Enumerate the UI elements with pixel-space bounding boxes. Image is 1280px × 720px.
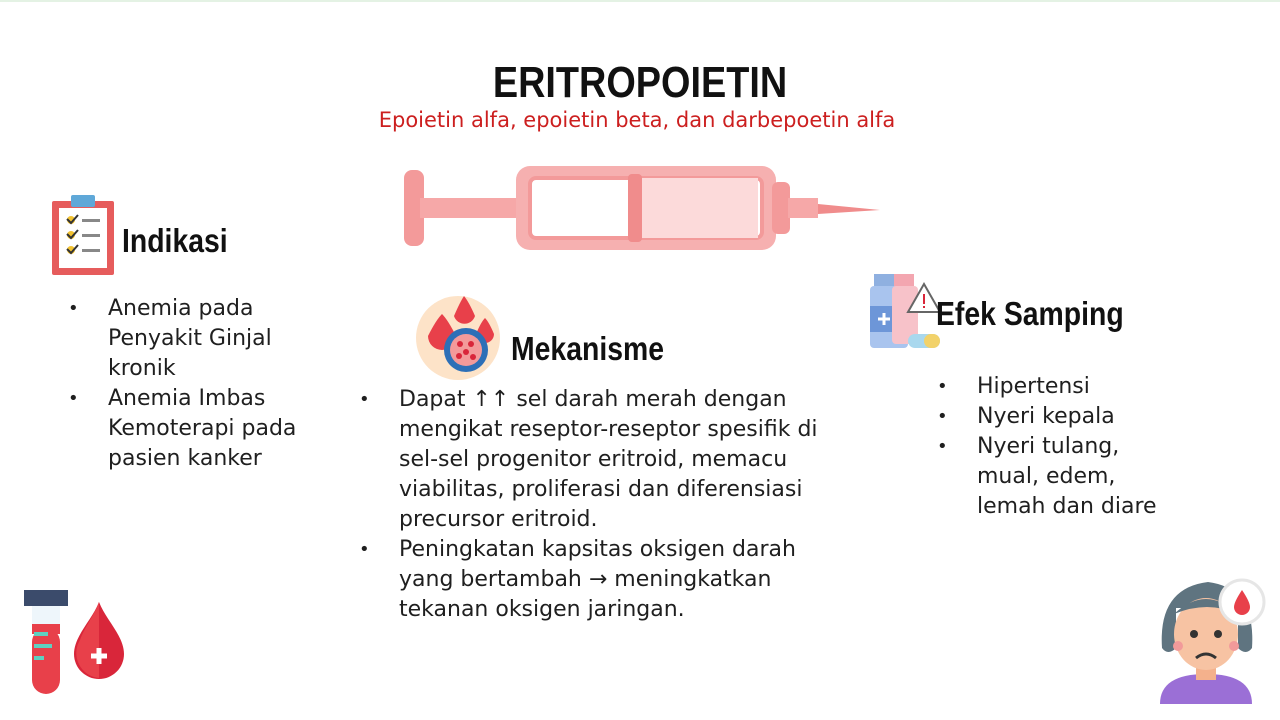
- test-tube-icon: [24, 588, 72, 696]
- list-item: • Anemia pada Penyakit Ginjal kronik: [68, 294, 328, 384]
- sick-patient-icon: [1156, 578, 1268, 706]
- syringe-icon: [400, 160, 890, 260]
- mekanisme-list: [359, 385, 839, 625]
- indikasi-list: [68, 294, 328, 474]
- blood-cells-icon: [416, 294, 500, 380]
- top-border: [0, 0, 1280, 2]
- list-item: • Nyeri tulang, mual, edem, lemah dan diare: [937, 432, 1177, 522]
- page-subtitle: Epoietin alfa, epoietin beta, dan darbepoetin alfa: [378, 108, 896, 132]
- blood-drop-plus-icon: [72, 600, 126, 680]
- list-item: • Peningkatan kapsitas oksigen darah yang bertambah → meningkatkan tekanan oksigen jaringan.: [359, 535, 839, 625]
- medicine-warning-icon: [868, 272, 942, 350]
- list-item: • Nyeri kepala: [937, 402, 1177, 432]
- page-title: ERITROPOIETIN: [492, 58, 788, 107]
- indikasi-heading: Indikasi: [122, 222, 228, 259]
- efek-samping-heading: Efek Samping: [936, 295, 1124, 332]
- clipboard-checklist-icon: [52, 193, 114, 275]
- list-item: • Anemia Imbas Kemoterapi pada pasien kanker: [68, 384, 328, 474]
- mekanisme-heading: Mekanisme: [511, 330, 665, 367]
- efek-samping-list: [937, 372, 1177, 522]
- list-item: • Hipertensi: [937, 372, 1177, 402]
- list-item: • Dapat ↑↑ sel darah merah dengan mengikat reseptor-reseptor spesifik di sel-sel progenitor eritroid, memacu viabilitas, proliferasi dan diferensiasi precursor eritroid.: [359, 385, 839, 535]
